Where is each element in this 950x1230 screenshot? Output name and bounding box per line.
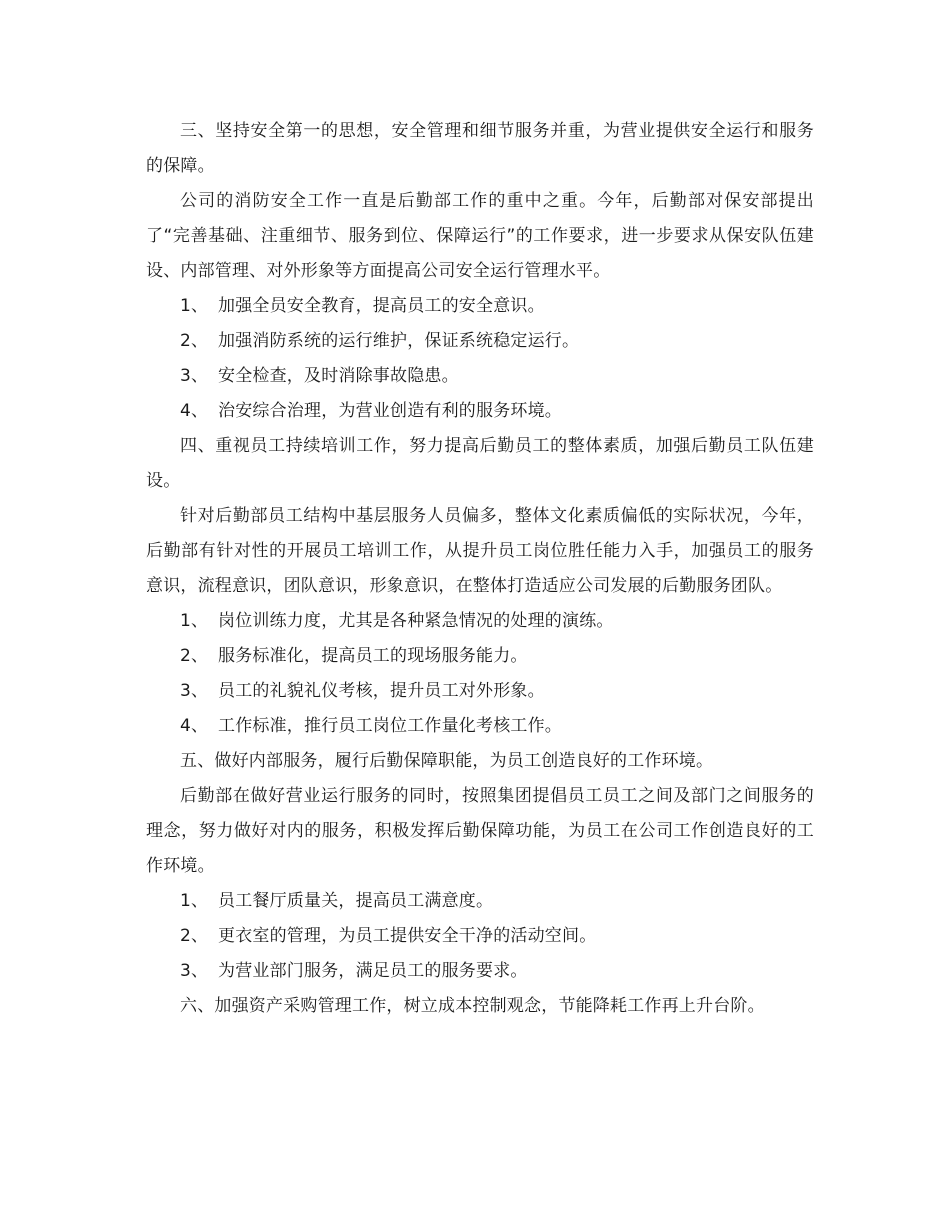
paragraph: 针对后勤部员工结构中基层服务人员偏多，整体文化素质偏低的实际状况，今年，后勤部有针对性的开展员工培训工作，从提升员工岗位胜任能力入手，加强员工的服务意识，流程意识，团队意识，形象意识，在整体打造适应公司发展的后勤服务团队。 bbox=[146, 506, 814, 596]
list-number: 1、 bbox=[180, 891, 209, 911]
list-item bbox=[146, 674, 814, 709]
list-text: 更衣室的管理，为员工提供安全干净的活动空间。 bbox=[218, 926, 597, 946]
list-item bbox=[146, 639, 814, 674]
list-text: 岗位训练力度，尤其是各种紧急情况的处理的演练。 bbox=[218, 611, 614, 631]
list-number: 2、 bbox=[180, 331, 209, 351]
list-text: 治安综合治理，为营业创造有利的服务环境。 bbox=[218, 401, 562, 421]
list-text: 员工的礼貌礼仪考核，提升员工对外形象。 bbox=[218, 681, 545, 701]
list-item bbox=[146, 359, 814, 394]
list-item bbox=[146, 884, 814, 919]
list-number: 3、 bbox=[180, 681, 209, 701]
list-text: 为营业部门服务，满足员工的服务要求。 bbox=[218, 961, 528, 981]
list-text: 工作标准，推行员工岗位工作量化考核工作。 bbox=[218, 716, 562, 736]
section-heading-6: 六、加强资产采购管理工作，树立成本控制观念，节能降耗工作再上升台阶。 bbox=[180, 996, 765, 1016]
list-number: 1、 bbox=[180, 296, 209, 316]
list-number: 3、 bbox=[180, 961, 209, 981]
list-text: 服务标准化，提高员工的现场服务能力。 bbox=[218, 646, 528, 666]
list-number: 2、 bbox=[180, 646, 209, 666]
list-number: 4、 bbox=[180, 716, 209, 736]
list-number: 2、 bbox=[180, 926, 209, 946]
list-text: 安全检查，及时消除事故隐患。 bbox=[218, 366, 459, 386]
list-number: 3、 bbox=[180, 366, 209, 386]
list-item bbox=[146, 954, 814, 989]
list-item bbox=[146, 919, 814, 954]
section-heading-5: 五、做好内部服务，履行后勤保障职能，为员工创造良好的工作环境。 bbox=[180, 751, 714, 771]
section-heading-3: 三、坚持安全第一的思想，安全管理和细节服务并重，为营业提供安全运行和服务的保障。 bbox=[146, 121, 814, 176]
paragraph: 后勤部在做好营业运行服务的同时，按照集团提倡员工员工之间及部门之间服务的理念，努力做好对内的服务，积极发挥后勤保障功能，为员工在公司工作创造良好的工作环境。 bbox=[146, 786, 814, 876]
section-heading-4: 四、重视员工持续培训工作，努力提高后勤员工的整体素质，加强后勤员工队伍建设。 bbox=[146, 436, 814, 491]
list-item bbox=[146, 709, 814, 744]
list-number: 4、 bbox=[180, 401, 209, 421]
list-text: 加强全员安全教育，提高员工的安全意识。 bbox=[218, 296, 545, 316]
list-item bbox=[146, 324, 814, 359]
list-number: 1、 bbox=[180, 611, 209, 631]
list-item bbox=[146, 604, 814, 639]
document-body bbox=[146, 114, 814, 1024]
list-item bbox=[146, 394, 814, 429]
list-text: 员工餐厅质量关，提高员工满意度。 bbox=[218, 891, 494, 911]
list-text: 加强消防系统的运行维护，保证系统稳定运行。 bbox=[218, 331, 580, 351]
paragraph: 公司的消防安全工作一直是后勤部工作的重中之重。今年，后勤部对保安部提出了“完善基础、注重细节、服务到位、保障运行”的工作要求，进一步要求从保安队伍建设、内部管理、对外形象等方面提高公司安全运行管理水平。 bbox=[146, 191, 814, 281]
list-item bbox=[146, 289, 814, 324]
